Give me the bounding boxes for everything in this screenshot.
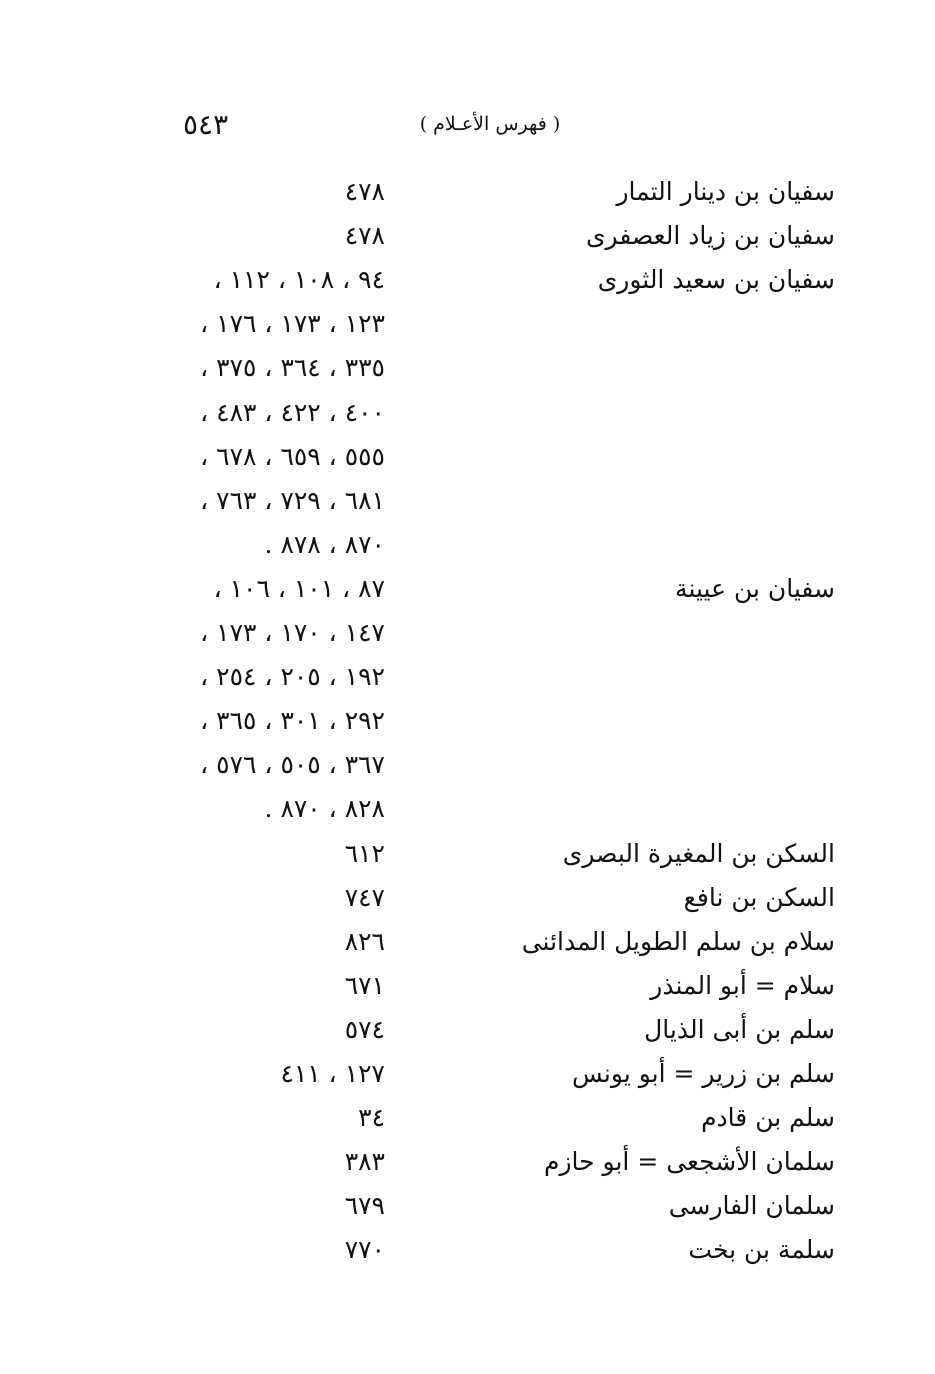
index-entry-row [0, 346, 935, 390]
index-entry-row [0, 1184, 935, 1228]
entry-page-refs: ٣٦٧ ، ٥٠٥ ، ٥٧٦ ، [200, 750, 385, 780]
entry-page-refs: ٥٧٤ [344, 1014, 385, 1044]
index-entry-row [0, 787, 935, 831]
entry-name: سلمان الأشجعى = أبو حازم [543, 1147, 835, 1177]
entry-page-refs: ٣٨٣ [344, 1147, 385, 1177]
entry-name: سلم بن أبى الذيال [644, 1014, 835, 1044]
entry-name: سفيان بن دينار التمار [616, 177, 835, 206]
entry-page-refs: ١٤٧ ، ١٧٠ ، ١٧٣ ، [200, 618, 385, 647]
index-entry-row [0, 1052, 935, 1096]
entry-page-refs: ٣٤ [358, 1103, 385, 1133]
entry-page-refs: ٢٩٢ ، ٣٠١ ، ٣٦٥ ، [200, 706, 385, 736]
entry-name: سفيان بن عيينة [675, 573, 835, 603]
index-entry-row [0, 170, 935, 214]
entry-page-refs: ٣٣٥ ، ٣٦٤ ، ٣٧٥ ، [200, 353, 385, 383]
entry-name: سلام بن سلم الطويل المدائنى [521, 926, 835, 956]
index-entry-row [0, 302, 935, 346]
index-entry-row [0, 1008, 935, 1052]
entry-page-refs: ٨٢٦ [344, 926, 385, 956]
entry-name: السكن بن نافع [683, 882, 835, 912]
entry-page-refs: ٤٧٨ [344, 221, 385, 251]
entry-page-refs: ٦١٢ [344, 838, 385, 868]
entry-page-refs: ٤٠٠ ، ٤٢٢ ، ٤٨٣ ، [200, 397, 385, 427]
index-entry-row [0, 1228, 935, 1272]
entry-page-refs: ١٢٣ ، ١٧٣ ، ١٧٦ ، [200, 309, 385, 339]
index-entry-row [0, 876, 935, 920]
entry-name: سلم بن قادم [701, 1103, 835, 1133]
index-entry-row [0, 1140, 935, 1184]
entry-page-refs: ٧٤٧ [344, 882, 385, 912]
running-title: ( فهرس الأعـلام ) [419, 113, 561, 135]
index-entry-row [0, 523, 935, 567]
entry-page-refs: ٧٧٠ [344, 1235, 385, 1265]
entry-page-refs: ٥٥٥ ، ٦٥٩ ، ٦٧٨ ، [200, 441, 385, 471]
index-entry-row [0, 567, 935, 611]
index-entry-row [0, 214, 935, 258]
entry-page-refs: ٦٨١ ، ٧٢٩ ، ٧٦٣ ، [200, 485, 385, 515]
index-entry-row [0, 1096, 935, 1140]
index-entry-row [0, 435, 935, 479]
index-entry-row [0, 655, 935, 699]
entry-page-refs: ٩٤ ، ١٠٨ ، ١١٢ ، [213, 265, 385, 295]
entry-name: السكن بن المغيرة البصرى [562, 838, 835, 868]
entry-page-refs: ٨٧ ، ١٠١ ، ١٠٦ ، [213, 573, 385, 603]
entry-page-refs: ٨٢٨ ، ٨٧٠ . [264, 794, 385, 824]
index-entry-row [0, 920, 935, 964]
entry-page-refs: ١٢٧ ، ٤١١ [280, 1059, 385, 1088]
entry-name: سلام = أبو المنذر [650, 970, 835, 1000]
entry-page-refs: ٤٧٨ [344, 177, 385, 206]
index-entry-row [0, 479, 935, 523]
index-entry-row [0, 391, 935, 435]
entry-name: سلمة بن بخت [688, 1235, 835, 1265]
entry-name: سلم بن زرير = أبو يونس [572, 1059, 835, 1088]
entry-name: سفيان بن زياد العصفرى [585, 221, 835, 251]
index-entry-row [0, 699, 935, 743]
entry-page-refs: ٦٧٩ [344, 1191, 385, 1221]
index-entry-row [0, 832, 935, 876]
index-entry-row [0, 743, 935, 787]
page-number: ٥٤٣ [183, 108, 229, 141]
index-entry-row [0, 258, 935, 302]
index-entry-row [0, 964, 935, 1008]
index-entry-row [0, 611, 935, 655]
entry-page-refs: ٨٧٠ ، ٨٧٨ . [264, 529, 385, 559]
entry-name: سلمان الفارسى [668, 1191, 835, 1221]
entry-page-refs: ٦٧١ [344, 970, 385, 1000]
entry-name: سفيان بن سعيد الثورى [597, 265, 835, 295]
entry-page-refs: ١٩٢ ، ٢٠٥ ، ٢٥٤ ، [200, 662, 385, 692]
